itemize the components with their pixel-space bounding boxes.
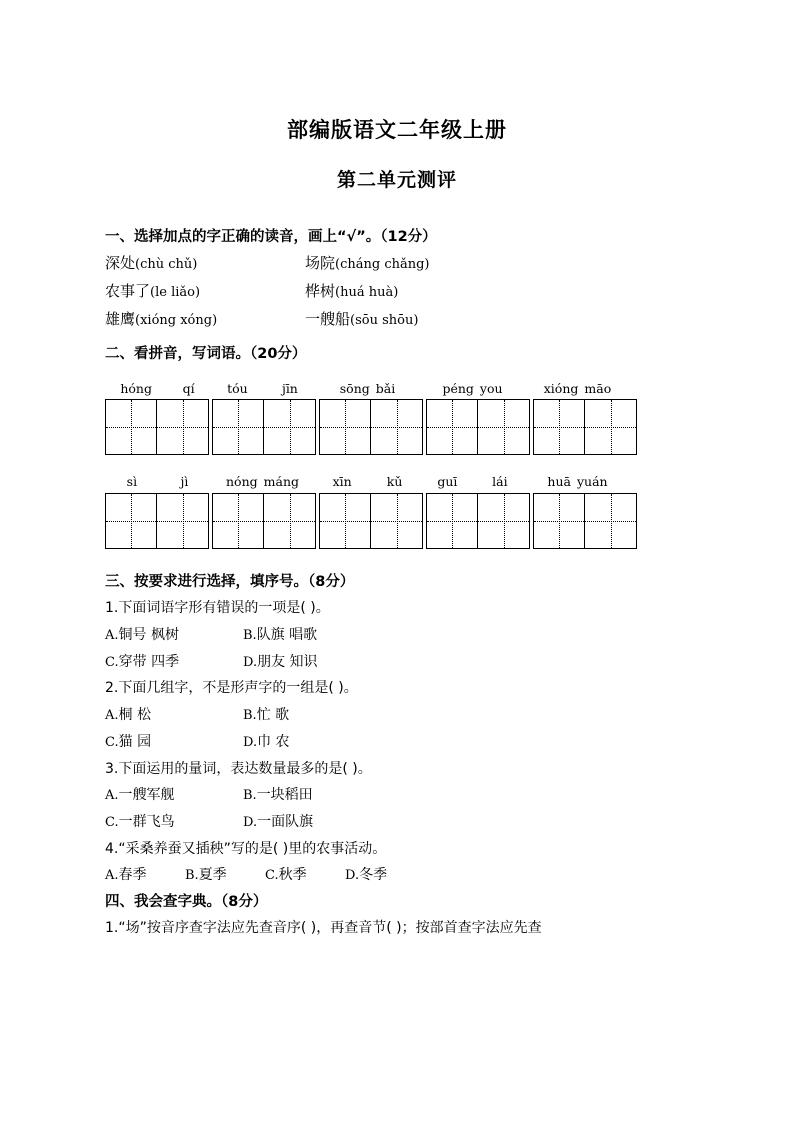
option-b[interactable] [185,868,265,883]
option-a[interactable] [105,868,185,883]
question-stem: 1.“场”按音序查字法应先查音序( )，再查音节( )；按部首查字法应先查 [105,920,542,937]
pinyin-syllable: huā [547,474,571,490]
option-label: B. [243,708,257,724]
pinyin-label-group [105,475,210,489]
section-heading-4: 四、我会查字典。（8分） [105,893,268,910]
writing-cell[interactable] [106,400,157,454]
pinyin-label-group [420,475,525,489]
writing-cell[interactable] [585,400,636,454]
option-d[interactable] [345,868,425,883]
pinyin-syllable: nóng [226,474,258,490]
pinyin-syllable: péng [442,380,474,396]
option-text: 队旗 唱歌 [256,627,318,644]
writing-cell[interactable] [534,400,585,454]
option-text: 秋季 [278,867,307,884]
option-row [105,815,710,830]
option-text: 一艘军舰 [118,787,175,804]
pinyin-label-group [210,475,315,489]
writing-cell[interactable] [427,494,478,548]
writing-grid-group[interactable] [533,493,637,549]
word-text: 雄鹰 [105,309,136,328]
option-label: D. [243,814,258,830]
option-label: D. [243,734,258,750]
option-c[interactable] [105,655,243,670]
pinyin-options[interactable]: (sōu shōu) [350,312,419,328]
pinyin-syllable: lái [492,474,508,490]
pinyin-label-group [420,382,525,396]
pinyin-syllable: jīn [281,380,298,396]
writing-cell[interactable] [157,400,208,454]
writing-grid-group[interactable] [105,399,209,455]
option-text: 巾 农 [257,733,290,750]
option-d[interactable] [243,655,381,670]
option-text: 铜号 枫树 [118,627,179,644]
option-text: 春季 [118,867,147,884]
option-a[interactable] [105,788,243,803]
writing-cell[interactable] [427,400,478,454]
pinyin-syllable: máng [263,474,299,490]
option-label: B. [185,868,199,884]
option-label: C. [105,654,119,670]
option-label: C. [105,814,119,830]
writing-grid-group[interactable] [105,493,209,549]
pinyin-syllable: jì [180,474,189,490]
writing-cell[interactable] [534,494,585,548]
option-d[interactable] [243,735,381,750]
pinyin-syllable: kǔ [386,474,403,490]
pinyin-syllable: qí [182,380,195,396]
writing-cell[interactable] [157,494,208,548]
option-label: A. [105,868,119,884]
option-c[interactable] [105,815,243,830]
pinyin-choice-item [305,281,710,300]
writing-cell[interactable] [478,400,529,454]
word-text: 深处 [105,254,136,273]
question-row [105,281,710,300]
section-heading-2: 二、看拼音，写词语。（20分） [105,346,307,363]
option-label: D. [243,654,258,670]
option-text: 穿带 四季 [118,653,180,670]
pinyin-choice-item [105,256,305,272]
writing-cell[interactable] [264,494,315,548]
pinyin-choice-item [105,309,305,328]
option-text: 朋友 知识 [257,653,318,670]
writing-cell[interactable] [478,494,529,548]
writing-cell[interactable] [213,400,264,454]
pinyin-options[interactable]: (chù chǔ) [135,257,198,273]
pinyin-options[interactable]: (xióng xóng) [135,312,218,328]
option-label: D. [345,868,360,884]
pinyin-syllable: sì [126,474,138,490]
option-b[interactable] [243,628,381,643]
pinyin-options[interactable]: (huá huà) [335,284,399,300]
writing-grid-group[interactable] [426,399,530,455]
pinyin-syllable: hóng [120,380,152,396]
option-text: 一块稻田 [256,787,313,804]
pinyin-syllable: guī [437,474,458,490]
option-label: C. [265,868,279,884]
question-stem: 4.“采桑养蚕又插秧”写的是( )里的农事活动。 [105,840,387,857]
word-text: 桦树 [305,281,336,300]
option-text: 猫 园 [118,733,152,750]
option-text: 桐 松 [118,707,151,724]
pinyin-syllable: tóu [227,380,248,396]
pinyin-choice-item [105,281,305,300]
pinyin-label-row [105,475,710,489]
section-heading-1: 一、选择加点的字正确的读音，画上“√”。（12分） [105,228,437,245]
pinyin-label-group [315,382,420,396]
word-text: 一艘船 [305,309,351,328]
question-stem: 2.下面几组字，不是形声字的一组是( )。 [105,680,358,697]
writing-cell[interactable] [371,494,422,548]
pinyin-syllable: sōng [339,380,370,396]
option-row [105,788,710,803]
pinyin-syllable: you [479,380,503,396]
option-text: 忙 歌 [256,707,290,724]
option-a[interactable] [105,628,243,643]
writing-grid-group[interactable] [212,493,316,549]
option-d[interactable] [243,815,381,830]
pinyin-label-group [315,475,420,489]
writing-cell[interactable] [320,400,371,454]
option-row [105,708,710,723]
writing-grid-group[interactable] [319,399,423,455]
option-b[interactable] [243,788,381,803]
question-row [105,256,710,272]
option-row [105,628,710,643]
pinyin-syllable: bǎi [375,380,396,396]
option-text: 冬季 [359,867,388,884]
exam-content [0,192,794,936]
option-text: 一面队旗 [257,813,314,830]
pinyin-label-group [210,382,315,396]
writing-cell[interactable] [585,494,636,548]
pinyin-label-group [525,382,630,396]
option-row [105,655,710,670]
option-label: A. [105,628,119,644]
pinyin-label-group [525,475,630,489]
option-label: C. [105,734,119,750]
writing-cell[interactable] [371,400,422,454]
option-text: 一群飞鸟 [118,813,175,830]
pinyin-syllable: māo [584,380,612,396]
option-label: A. [105,708,119,724]
word-text: 农事了 [105,281,151,300]
option-text: 夏季 [198,867,227,884]
pinyin-choice-item [305,309,710,328]
writing-grid-group[interactable] [212,399,316,455]
writing-grid-row [105,493,710,549]
option-c[interactable] [265,868,345,883]
pinyin-label-group [105,382,210,396]
page-title: 部编版语文二年级上册 [287,118,507,142]
option-b[interactable] [243,708,381,723]
pinyin-label-row [105,382,710,396]
writing-cell[interactable] [213,494,264,548]
option-row [105,868,710,883]
option-row [105,735,710,750]
writing-grid-row [105,399,710,455]
pinyin-choice-item [305,256,710,272]
option-label: B. [243,788,257,804]
option-a[interactable] [105,708,243,723]
question-stem: 1.下面词语字形有错误的一项是( )。 [105,600,330,617]
pinyin-syllable: xióng [543,380,579,396]
question-row [105,309,710,328]
page-subtitle: 第二单元测评 [336,169,457,192]
writing-grid-group[interactable] [319,493,423,549]
writing-cell[interactable] [106,494,157,548]
pinyin-options[interactable]: (le liǎo) [150,284,201,300]
writing-cell[interactable] [320,494,371,548]
pinyin-syllable: yuán [576,474,608,490]
writing-cell[interactable] [264,400,315,454]
pinyin-options[interactable]: (cháng chǎng) [335,257,430,273]
word-text: 场院 [305,254,336,273]
option-label: A. [105,788,119,804]
writing-grid-group[interactable] [426,493,530,549]
question-stem: 3.下面运用的量词，表达数量最多的是( )。 [105,760,372,777]
section-heading-3: 三、按要求进行选择，填序号。（8分） [105,574,355,591]
option-c[interactable] [105,735,243,750]
option-label: B. [243,628,257,644]
pinyin-syllable: xīn [332,474,352,490]
writing-grid-group[interactable] [533,399,637,455]
